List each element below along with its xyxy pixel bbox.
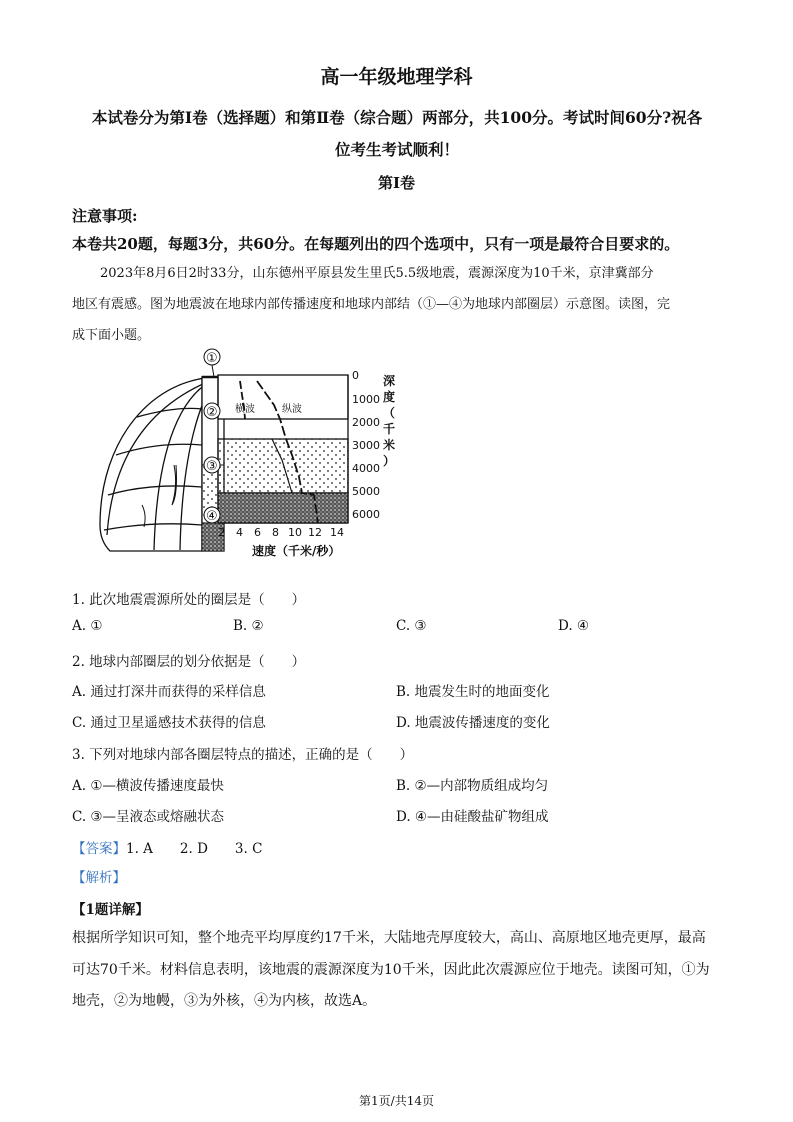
svg-text:千: 千 <box>383 422 396 436</box>
speed-tick: 10 <box>288 526 302 539</box>
notice-heading: 注意事项: <box>72 207 138 225</box>
depth-axis <box>352 369 380 521</box>
layer-label-2: ② <box>206 405 218 420</box>
depth-axis-label <box>382 373 395 468</box>
depth-tick: 1000 <box>352 393 380 406</box>
q1-option-d[interactable]: D. ④ <box>558 618 590 634</box>
svg-text:米: 米 <box>383 438 396 452</box>
answer-tag: 【答案】 <box>72 841 126 857</box>
material-line-1: 2023年8月6日2时33分，山东德州平原县发生里氏5.5级地震，震源深度为10千米，京津冀部分 <box>100 266 654 281</box>
detail-line-2: 可达70千米。材料信息表明，该地震的震源深度为10千米，因此此次震源应位于地壳。读图可知，①为 <box>72 962 710 978</box>
intro-line-1: 本试卷分为第Ⅰ卷（选择题）和第Ⅱ卷（综合题）两部分，共100分。考试时间60分?祝各 <box>91 108 703 127</box>
depth-tick: 6000 <box>352 508 380 521</box>
depth-tick: 5000 <box>352 485 380 498</box>
answer-text: 1. A 2. D 3. C <box>126 841 263 857</box>
intro-line-2: 位考生考试顺利！ <box>334 140 459 159</box>
page-footer: 第1页/共14页 <box>359 1094 434 1108</box>
svg-text:深: 深 <box>383 374 396 388</box>
q1-option-c[interactable]: C. ③ <box>396 618 427 634</box>
depth-tick: 0 <box>352 369 359 382</box>
speed-tick: 6 <box>254 526 261 539</box>
depth-tick: 4000 <box>352 462 380 475</box>
question-1-stem: 1. 此次地震震源所处的圈层是（ ） <box>72 592 306 608</box>
detail-line-3: 地壳，②为地幔，③为外核，④为内核，故选A。 <box>72 993 377 1009</box>
speed-tick: 2 <box>218 526 225 539</box>
wave-label-transverse: 横波 <box>235 404 255 415</box>
q2-option-a[interactable]: A. 通过打深井而获得的采样信息 <box>72 684 266 700</box>
speed-tick: 14 <box>330 526 344 539</box>
layer-label-1: ① <box>206 351 218 366</box>
material-line-3: 成下面小题。 <box>72 328 151 343</box>
depth-tick: 3000 <box>352 439 380 452</box>
q1-option-b[interactable]: B. ② <box>233 618 264 634</box>
section-heading: 第Ⅰ卷 <box>377 174 416 192</box>
speed-tick: 8 <box>272 526 279 539</box>
speed-tick: 12 <box>308 526 322 539</box>
q3-option-a[interactable]: A. ①—横波传播速度最快 <box>72 778 224 794</box>
page-title: 高一年级地理学科 <box>320 66 473 88</box>
svg-text:）: ） <box>383 454 396 468</box>
notice-text: 本卷共20题，每题3分，共60分。在每题列出的四个选项中，只有一项是最符合目要求的。 <box>72 235 680 253</box>
speed-graph <box>218 375 348 523</box>
speed-axis <box>218 526 344 539</box>
q2-option-c[interactable]: C. 通过卫星遥感技术获得的信息 <box>72 715 266 731</box>
answer-line <box>72 837 262 857</box>
q3-option-c[interactable]: C. ③—呈液态或熔融状态 <box>72 809 225 825</box>
earth-interior-figure <box>82 345 412 577</box>
detail-heading: 【1题详解】 <box>72 902 149 918</box>
question-2-stem: 2. 地球内部圈层的划分依据是（ ） <box>72 654 306 670</box>
q3-option-d[interactable]: D. ④—由硅酸盐矿物组成 <box>396 809 549 825</box>
question-3-stem: 3. 下列对地球内部各圈层特点的描述，正确的是（ ） <box>72 747 414 763</box>
speed-tick: 4 <box>236 526 243 539</box>
q2-option-d[interactable]: D. 地震波传播速度的变化 <box>396 715 550 731</box>
q2-option-b[interactable]: B. 地震发生时的地面变化 <box>396 684 550 700</box>
speed-axis-label: 速度（千米/秒） <box>252 544 341 558</box>
q3-option-b[interactable]: B. ②—内部物质组成均匀 <box>396 778 549 794</box>
depth-tick: 2000 <box>352 416 380 429</box>
material-line-2: 地区有震感。图为地震波在地球内部传播速度和地球内部结（①—④为地球内部圈层）示意图。读图，完 <box>72 297 671 312</box>
svg-text:度: 度 <box>383 390 396 404</box>
layer-label-3: ③ <box>206 459 218 474</box>
analysis-tag: 【解析】 <box>72 870 126 886</box>
wave-label-longitudinal: 纵波 <box>282 404 302 415</box>
layer-label-4: ④ <box>206 509 218 524</box>
svg-text:（: （ <box>383 406 396 420</box>
detail-line-1: 根据所学知识可知，整个地壳平均厚度约17千米，大陆地壳厚度较大，高山、高原地区地壳更厚，最高 <box>72 930 706 946</box>
q1-option-a[interactable]: A. ① <box>72 618 103 634</box>
